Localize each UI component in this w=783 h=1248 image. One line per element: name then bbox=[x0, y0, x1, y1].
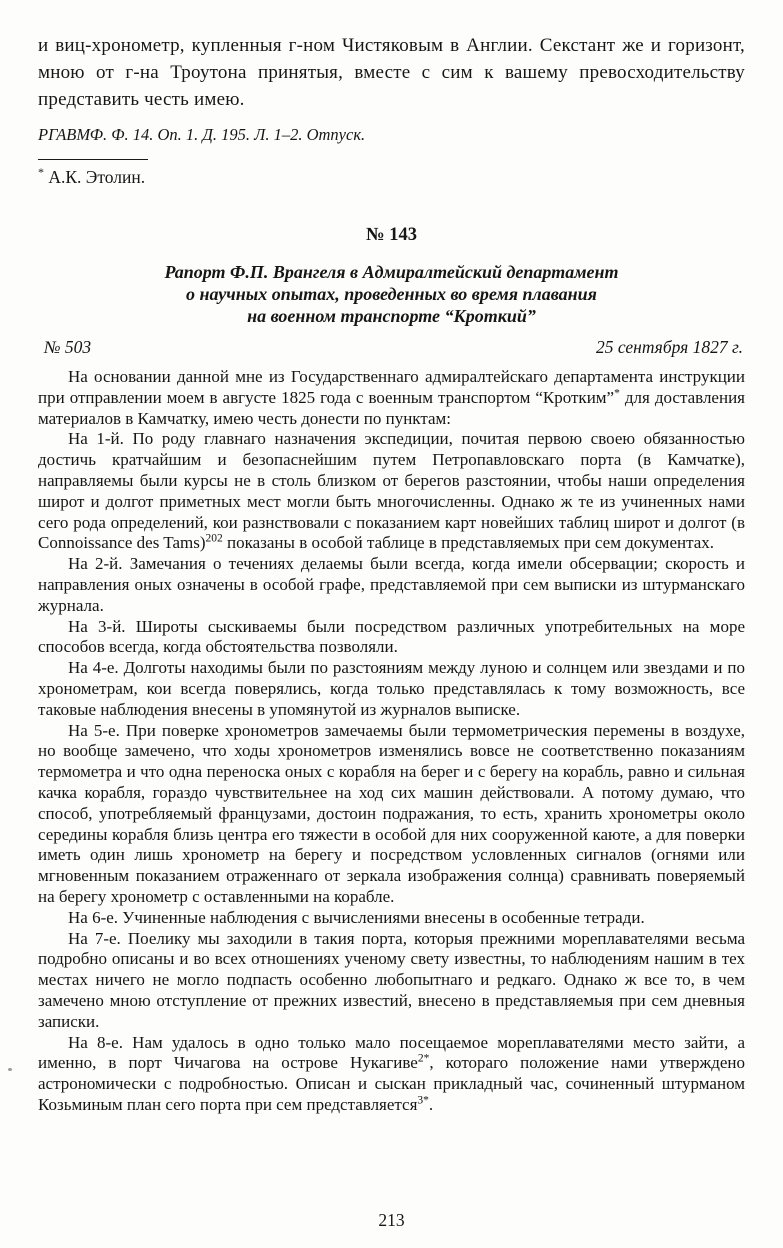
paragraph: На 1-й. По роду главнаго назначения экспедиции, почитая первою своею обязанностью достичь кратчайшим и безопаснейшим путем Петропавловскаго порта (в Камчатке), направляемы были курсы не в столь близком от берегов разстоянии, чтобы наши определения широт и долгот приметных мест могли быть многочисленны. Однако ж те из учиненных нами сего рода определений, кои разнствовали с показанием карт новейших таблиц широт и долгот (в Connoissance des Tams)$^{202}$ показаны в особой таблице в представляемых при сем документах. bbox=[38, 429, 745, 553]
paragraph: На 4-е. Долготы находимы были по разстояниям между луною и солнцем или звездами и по хронометрам, кои всегда поверялись, когда только представлялась к тому возможность, все таковые наблюдения внесены в упомянутой из журналов выписке. bbox=[38, 658, 745, 719]
superscript-note-marker: 202 bbox=[205, 532, 223, 545]
archive-reference: РГАВМФ. Ф. 14. Оп. 1. Д. 195. Л. 1–2. Отпуск. bbox=[38, 125, 366, 144]
paragraph: На основании данной мне из Государственнаго адмиралтейскаго департамента инструкции при отправлении моем в августе 1825 года с военным транспортом “Кротким”* для доставления материалов в Камчатку, имею честь донести по пунктам: bbox=[38, 367, 745, 428]
paragraph: На 8-е. Нам удалось в одно только мало посещаемое мореплавателями место зайти, а именно, в порт Чичагова на острове Нукагиве$^{2*}$, котораго положение нами утверждено астрономически с подробностью. Описан и сыскан прикладный час, сочиненный штурманом Козьминым план сего порта при сем представляется$^{3*}$. bbox=[38, 1032, 746, 1114]
paragraph: На 7-е. Поелику мы заходили в такия порта, которыя прежними мореплавателями весьма подробно описаны и во всех отношениях ученому свету известны, то наблюдениям нашим в тех местах ничего не могло подпасть особенно любопытнаго и редкаго. Однако ж все то, в чем замечено мною отступление от прежних известий, внесено в представляемыя при сем дневныя записки. bbox=[38, 928, 745, 1031]
footnote bbox=[38, 166, 745, 188]
page-number: 213 bbox=[378, 1210, 405, 1230]
title-line-1: Рапорт Ф.П. Врангеля в Адмиралтейский департамент bbox=[164, 262, 619, 282]
scan-artifact-speck bbox=[8, 1068, 12, 1071]
superscript-note-marker: 2* bbox=[417, 1052, 430, 1065]
title-line-2: о научных опытах, проведенных во время плавания bbox=[186, 284, 597, 304]
paragraph: На 3-й. Широты сыскиваемы были посредством различных употребительных на море способов всегда, когда обстоятельства позволяли. bbox=[38, 616, 745, 657]
document-number-heading: № 143 bbox=[366, 225, 417, 245]
document-title bbox=[38, 261, 745, 327]
title-line-3: на военном транспорте “Кроткий” bbox=[247, 306, 536, 326]
outgoing-number: № 503 bbox=[44, 337, 92, 357]
superscript-note-marker: 3* bbox=[417, 1094, 429, 1107]
document-body bbox=[38, 367, 745, 1116]
footnote-marker: * bbox=[38, 165, 44, 180]
paragraph: На 6-е. Учиненные наблюдения с вычислениями внесены в особенные тетради. bbox=[68, 907, 645, 927]
footnote-text: А.К. Этолин. bbox=[44, 167, 146, 187]
document-meta-row bbox=[38, 336, 745, 358]
previous-page-continuation-text: и виц-хронометр, купленныя г-ном Чистяковым в Англии. Секстант же и горизонт, мною от г-на Троутона принятыя, вместе с сим к вашему превосходительству представить честь имею. bbox=[38, 35, 745, 110]
document-date: 25 сентября 1827 г. bbox=[595, 337, 743, 357]
paragraph: На 5-е. При поверке хронометров замечаемы были термометрическия перемены в воздухе, но вообще замечено, что ходы хронометров изменялись вовсе не соответственно показаниям термометра и что одна переноска оных с корабля на берег и с берегу на корабль, равно и сильная качка корабля, гораздо чувствительнее на ход сих машин действовали. А потому думаю, что способ, употребляемый французами, достоин подражания, то есть, хранить хронометры около середины корабля близь центра его тяжести в особой для них сооруженной каюте, а для поверки иметь один лишь хронометр на берегу и посредством условленных сигналов (огнями или мгновенным показанием отраженнаго от зеркала изображения солнца) сравнивать поверяемый на берегу хронометр с оставленными на корабле. bbox=[38, 720, 745, 906]
footnote-divider bbox=[38, 159, 148, 160]
superscript-note-marker: * bbox=[614, 387, 620, 400]
paragraph: На 2-й. Замечания о течениях делаемы были всегда, когда имели обсервации; скорость и направления оных означены в особой графе, представляемой при сем выписки из штурманскаго журнала. bbox=[38, 554, 745, 615]
